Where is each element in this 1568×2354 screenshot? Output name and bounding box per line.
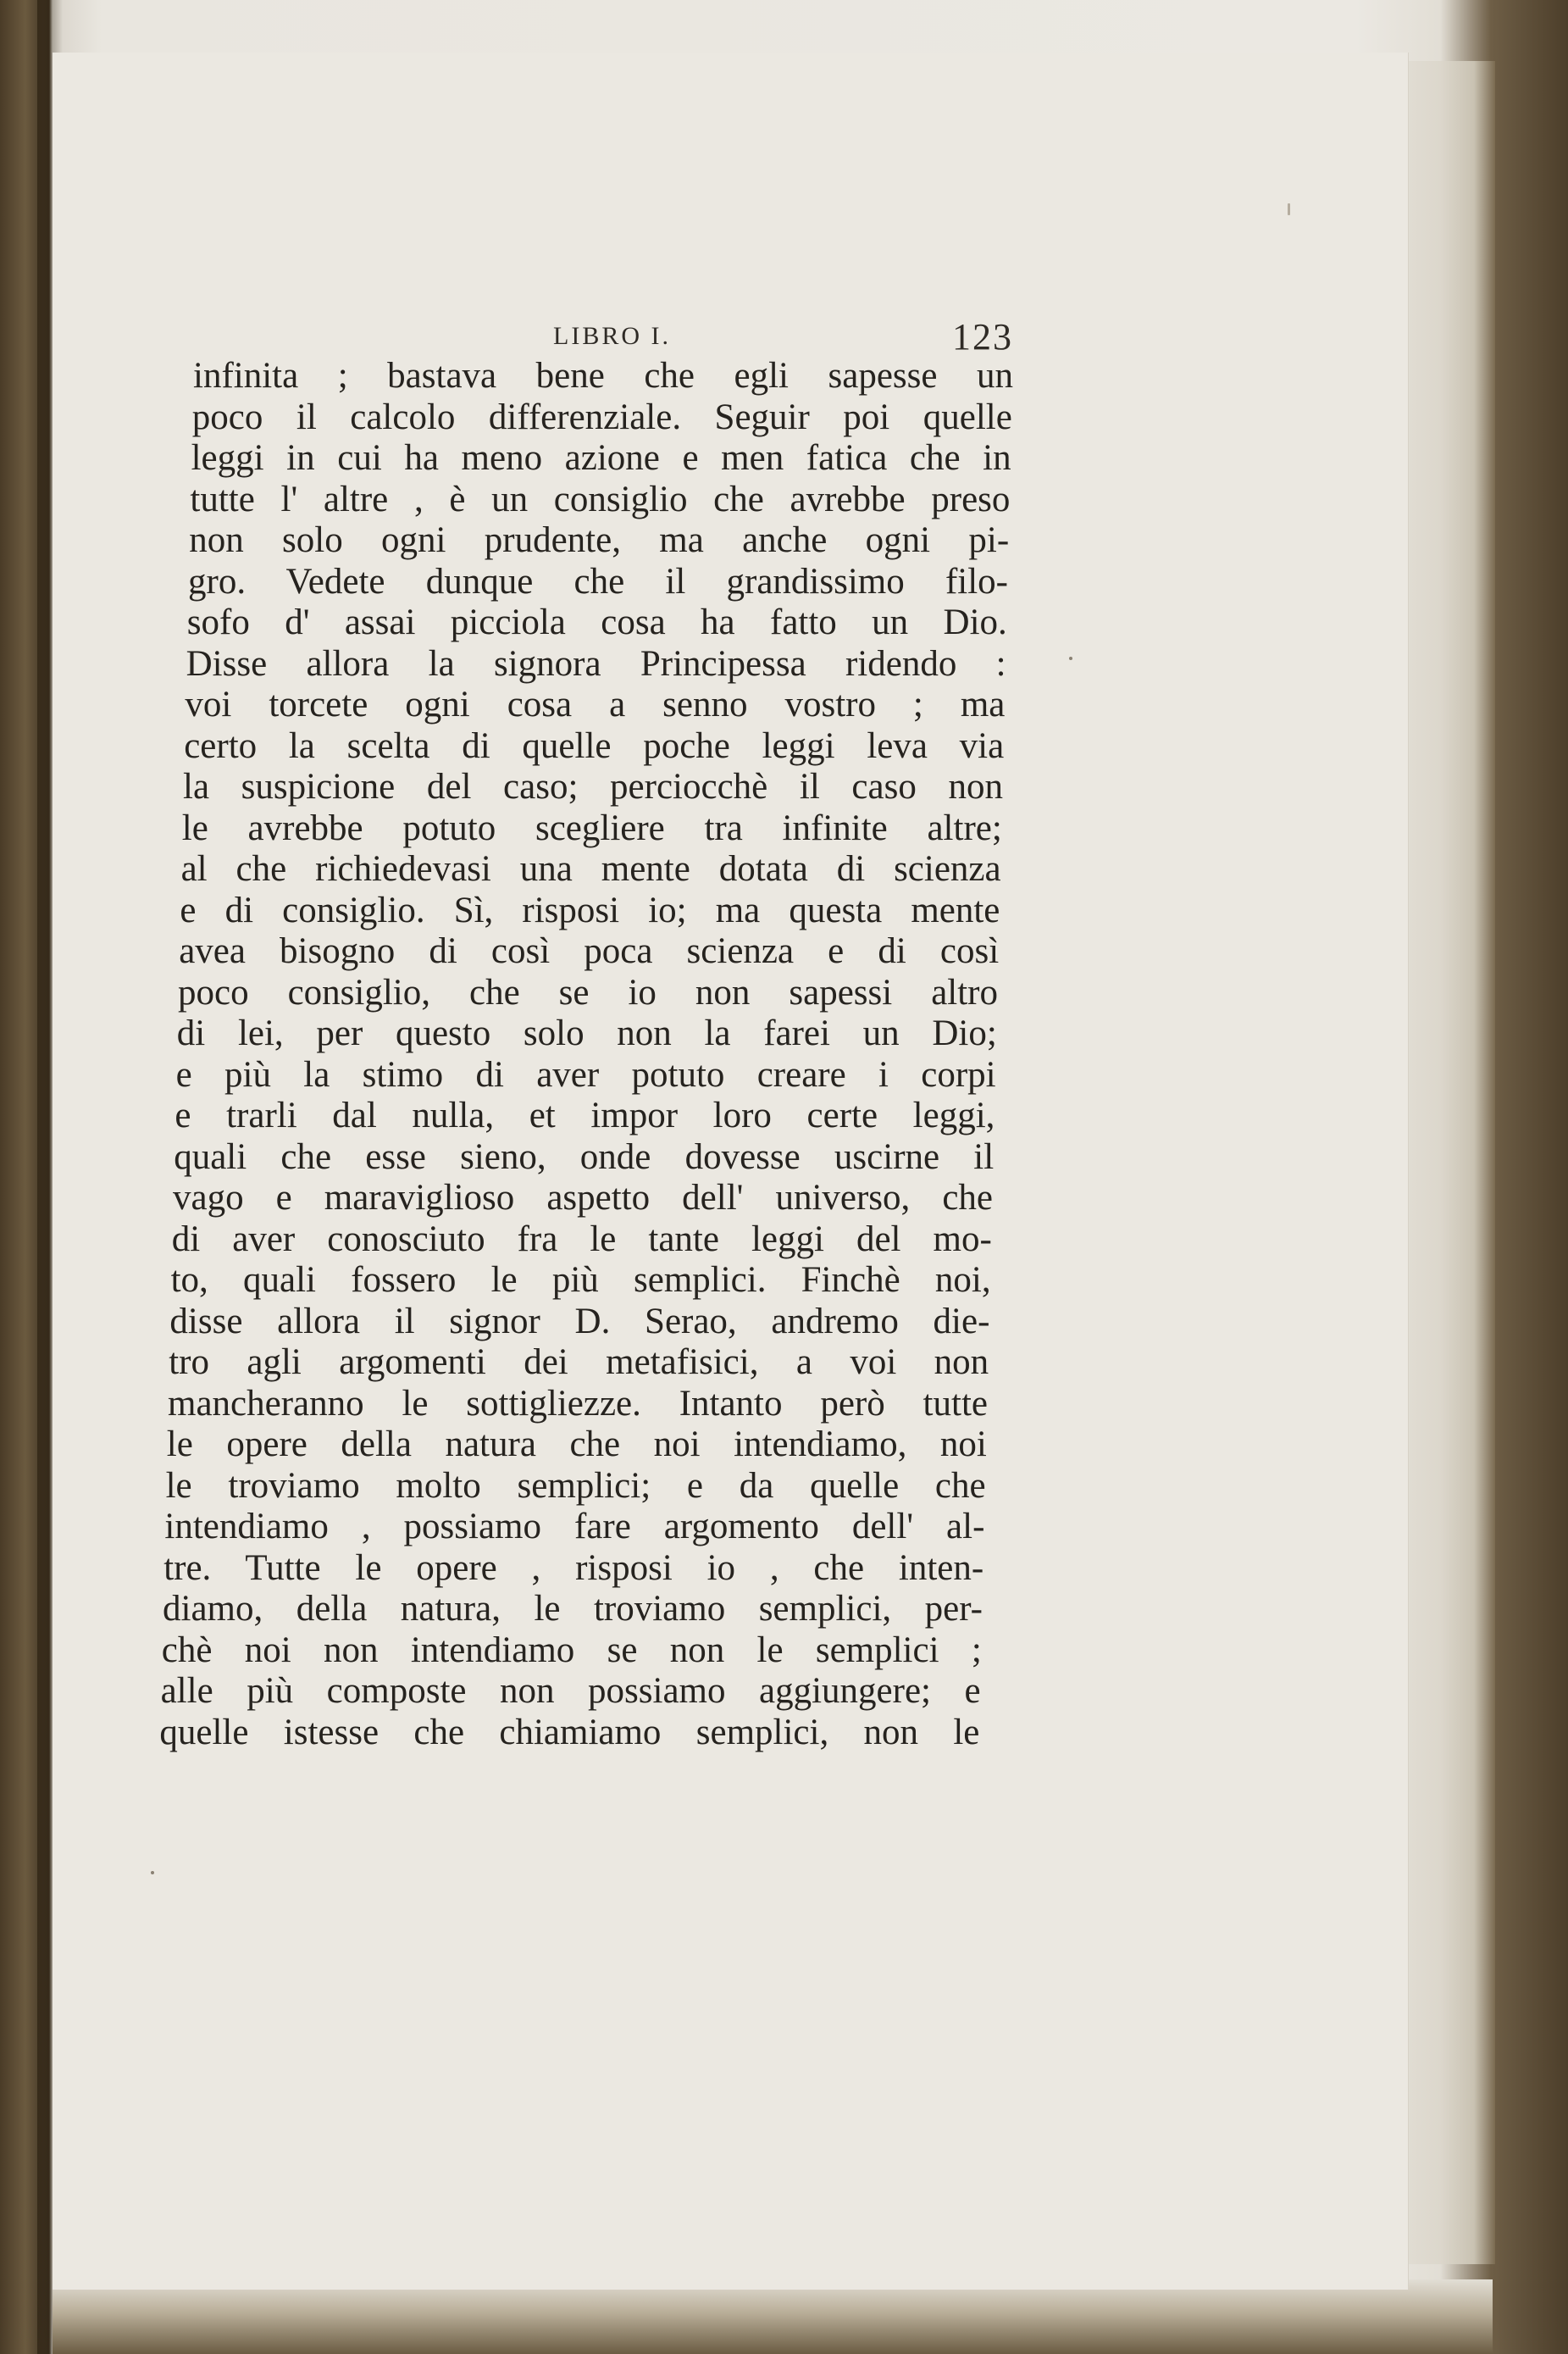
paper-mark bbox=[1288, 203, 1290, 215]
text-line: avea bisogno di così poca scienza e di così bbox=[179, 931, 1000, 971]
text-line: tro agli argomenti dei metafisici, a voi non bbox=[169, 1342, 989, 1382]
text-line: leggi in cui ha meno azione e men fatica che in bbox=[191, 438, 1011, 478]
page-number: 123 bbox=[952, 316, 1013, 358]
paper-speck bbox=[1069, 657, 1072, 660]
text-line: non solo ogni prudente, ma anche ogni pi- bbox=[189, 520, 1010, 560]
text-line: certo la scelta di quelle poche leggi leva via bbox=[184, 725, 1005, 766]
text-line: e di consiglio. Sì, risposi io; ma questa mente bbox=[180, 890, 1000, 930]
text-line: vago e maraviglioso aspetto dell' universo, che bbox=[173, 1178, 993, 1218]
text-line: poco il calcolo differenziale. Seguir poi quelle bbox=[191, 397, 1012, 437]
text-line: diamo, della natura, le troviamo semplici, per- bbox=[163, 1589, 983, 1629]
text-line: disse allora il signor D. Serao, andremo die- bbox=[169, 1301, 990, 1341]
text-line: tutte l' altre , è un consiglio che avrebbe preso bbox=[190, 479, 1011, 519]
text-line: tre. Tutte le opere , risposi io , che inten- bbox=[163, 1547, 984, 1588]
text-line: poco consiglio, che se io non sapessi altro bbox=[178, 972, 998, 1013]
text-line: le avrebbe potuto scegliere tra infinite altre; bbox=[181, 808, 1002, 848]
running-title: LIBRO I. bbox=[553, 322, 671, 350]
text-line: le opere della natura che noi intendiamo, noi bbox=[166, 1424, 987, 1464]
text-line: quelle istesse che chiamiamo semplici, non le bbox=[159, 1712, 980, 1752]
paper-speck bbox=[151, 1871, 154, 1874]
text-line: intendiamo , possiamo fare argomento dell' al- bbox=[164, 1507, 985, 1546]
text-line: gro. Vedete dunque che il grandissimo filo- bbox=[188, 561, 1008, 602]
text-line: infinita ; bastava bene che egli sapesse un bbox=[193, 356, 1013, 396]
page-stack-bottom bbox=[53, 2279, 1493, 2354]
text-line: la suspicione del caso; perciocchè il caso non bbox=[183, 767, 1003, 807]
text-line: mancheranno le sottigliezze. Intanto però tutte bbox=[168, 1383, 988, 1424]
text-line: di lei, per questo solo non la farei un Dio; bbox=[176, 1013, 997, 1053]
text-line: al che richiedevasi una mente dotata di scienza bbox=[180, 849, 1001, 889]
text-line: alle più composte non possiamo aggiungere; e bbox=[160, 1671, 981, 1711]
body-text bbox=[159, 356, 1013, 1753]
text-line: e più la stimo di aver potuto creare i corpi bbox=[175, 1054, 996, 1095]
text-line: sofo d' assai picciola cosa ha fatto un Dio. bbox=[186, 602, 1007, 642]
text-line: voi torcete ogni cosa a senno vostro ; ma bbox=[185, 685, 1006, 725]
text-line: e trarli dal nulla, et impor loro certe leggi, bbox=[175, 1096, 995, 1135]
text-line: le troviamo molto semplici; e da quelle che bbox=[165, 1465, 986, 1506]
text-line: quali che esse sieno, onde dovesse uscirne il bbox=[174, 1136, 995, 1177]
text-line: di aver conosciuto fra le tante leggi del mo- bbox=[171, 1219, 992, 1259]
text-line: to, quali fossero le più semplici. Finchè noi, bbox=[170, 1260, 991, 1300]
text-line: chè noi non intendiamo se non le semplici ; bbox=[161, 1629, 982, 1670]
text-line: Disse allora la signora Principessa ridendo : bbox=[186, 643, 1006, 684]
